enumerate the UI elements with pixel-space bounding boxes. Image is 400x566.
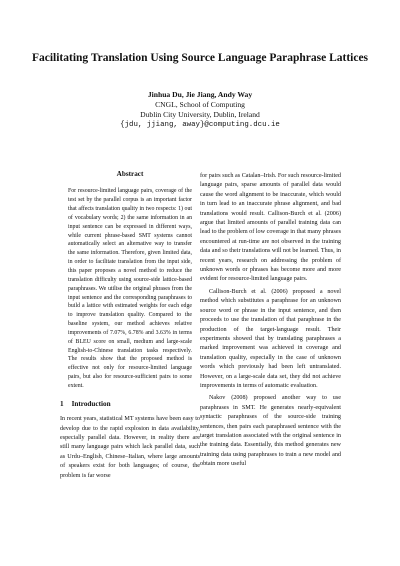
abstract-text: For resource-limited language pairs, coverage of the test set by the parallel corpus is an important factor that affects translation quality in two respects: 1) out of vocabulary words; 2) the same information in an input sentence can be expressed in different ways, while current phrase-based SMT systems cannot automatically select an alternative way to transfer the same information. Therefore, given limited data, in order to facilitate translation from the input side, this paper proposes a novel method to reduce the translation difficulty using source-side lattice-based paraphrases. We utilise the original phrases from the input sentence and the corresponding paraphrases to build a lattice with estimated weights for each edge to improve translation quality. Compared to the baseline system, our method achieves relative improvements of 7.07%, 6.78% and 3.63% in terms of BLEU score on small, medium and large-scale English-to-Chinese translation tasks respectively. The results show that the proposed method is effective not only for resource-limited language pairs, but also for resource-sufficient pairs to some extent. [68, 188, 192, 389]
section-heading-introduction [60, 400, 200, 409]
author-names: Jinhua Du, Jie Jiang, Andy Way [147, 90, 253, 99]
right-column [200, 172, 341, 470]
author-institution: Dublin City University, Dublin, Ireland [140, 110, 260, 119]
section-title: Introduction [71, 399, 111, 408]
left-column [60, 170, 200, 481]
abstract-heading: Abstract [116, 170, 144, 178]
section-number: 1 [60, 399, 64, 408]
intro-paragraph-1: In recent years, statistical MT systems have been easy to develop due to the rapid explosion in data availability, especially parallel data. However, in reality there are still many language pairs which lack parallel data, such as Urdu–English, Chinese–Italian, where large amounts of speakers exist for both languages; of course, the problem is far worse [60, 416, 200, 479]
intro-paragraph-1-continued: for pairs such as Catalan–Irish. For such resource-limited language pairs, sparse amounts of parallel data would cause the word alignment to be inaccurate, which would in turn lead to an inaccurate phrase alignment, and bad translations would result. Callison-Burch et al. (2006) argue that limited amounts of parallel training data can lead to the problem of low coverage in that many phrases encountered at run-time are not observed in the training data and so their translations will not be learned. Thus, in recent years, research on addressing the problem of unknown words or phrases has become more and more evident for resource-limited language pairs. [200, 173, 341, 283]
paper-title: Facilitating Translation Using Source Language Paraphrase Lattices [31, 52, 369, 64]
author-email: {jdu, jjiang, away}@computing.dcu.ie [120, 121, 280, 129]
author-block [0, 90, 400, 130]
intro-paragraph-3: Nakov (2008) proposed another way to use paraphrases in SMT. He generates nearly-equivalent syntactic paraphrases of the source-side training sentences, then pairs each paraphrased sentence with the target translation associated with the original sentence in the training data. Essentially, this method generates new training data using paraphrases to train a new model and obtain more useful [200, 395, 341, 468]
intro-paragraph-2: Callison-Burch et al. (2006) proposed a novel method which substitutes a paraphrase for an unknown source word or phrase in the input sentence, and then proceeds to use the translation of that paraphrase in the production of the target-language result. Their experiments showed that by translating paraphrases a marked improvement was achieved in coverage and translation quality, especially in the case of unknown words which previously had been left untranslated. However, on a large-scale data set, they did not achieve improvements in terms of automatic evaluation. [200, 288, 341, 389]
author-affiliation: CNGL, School of Computing [155, 100, 245, 109]
